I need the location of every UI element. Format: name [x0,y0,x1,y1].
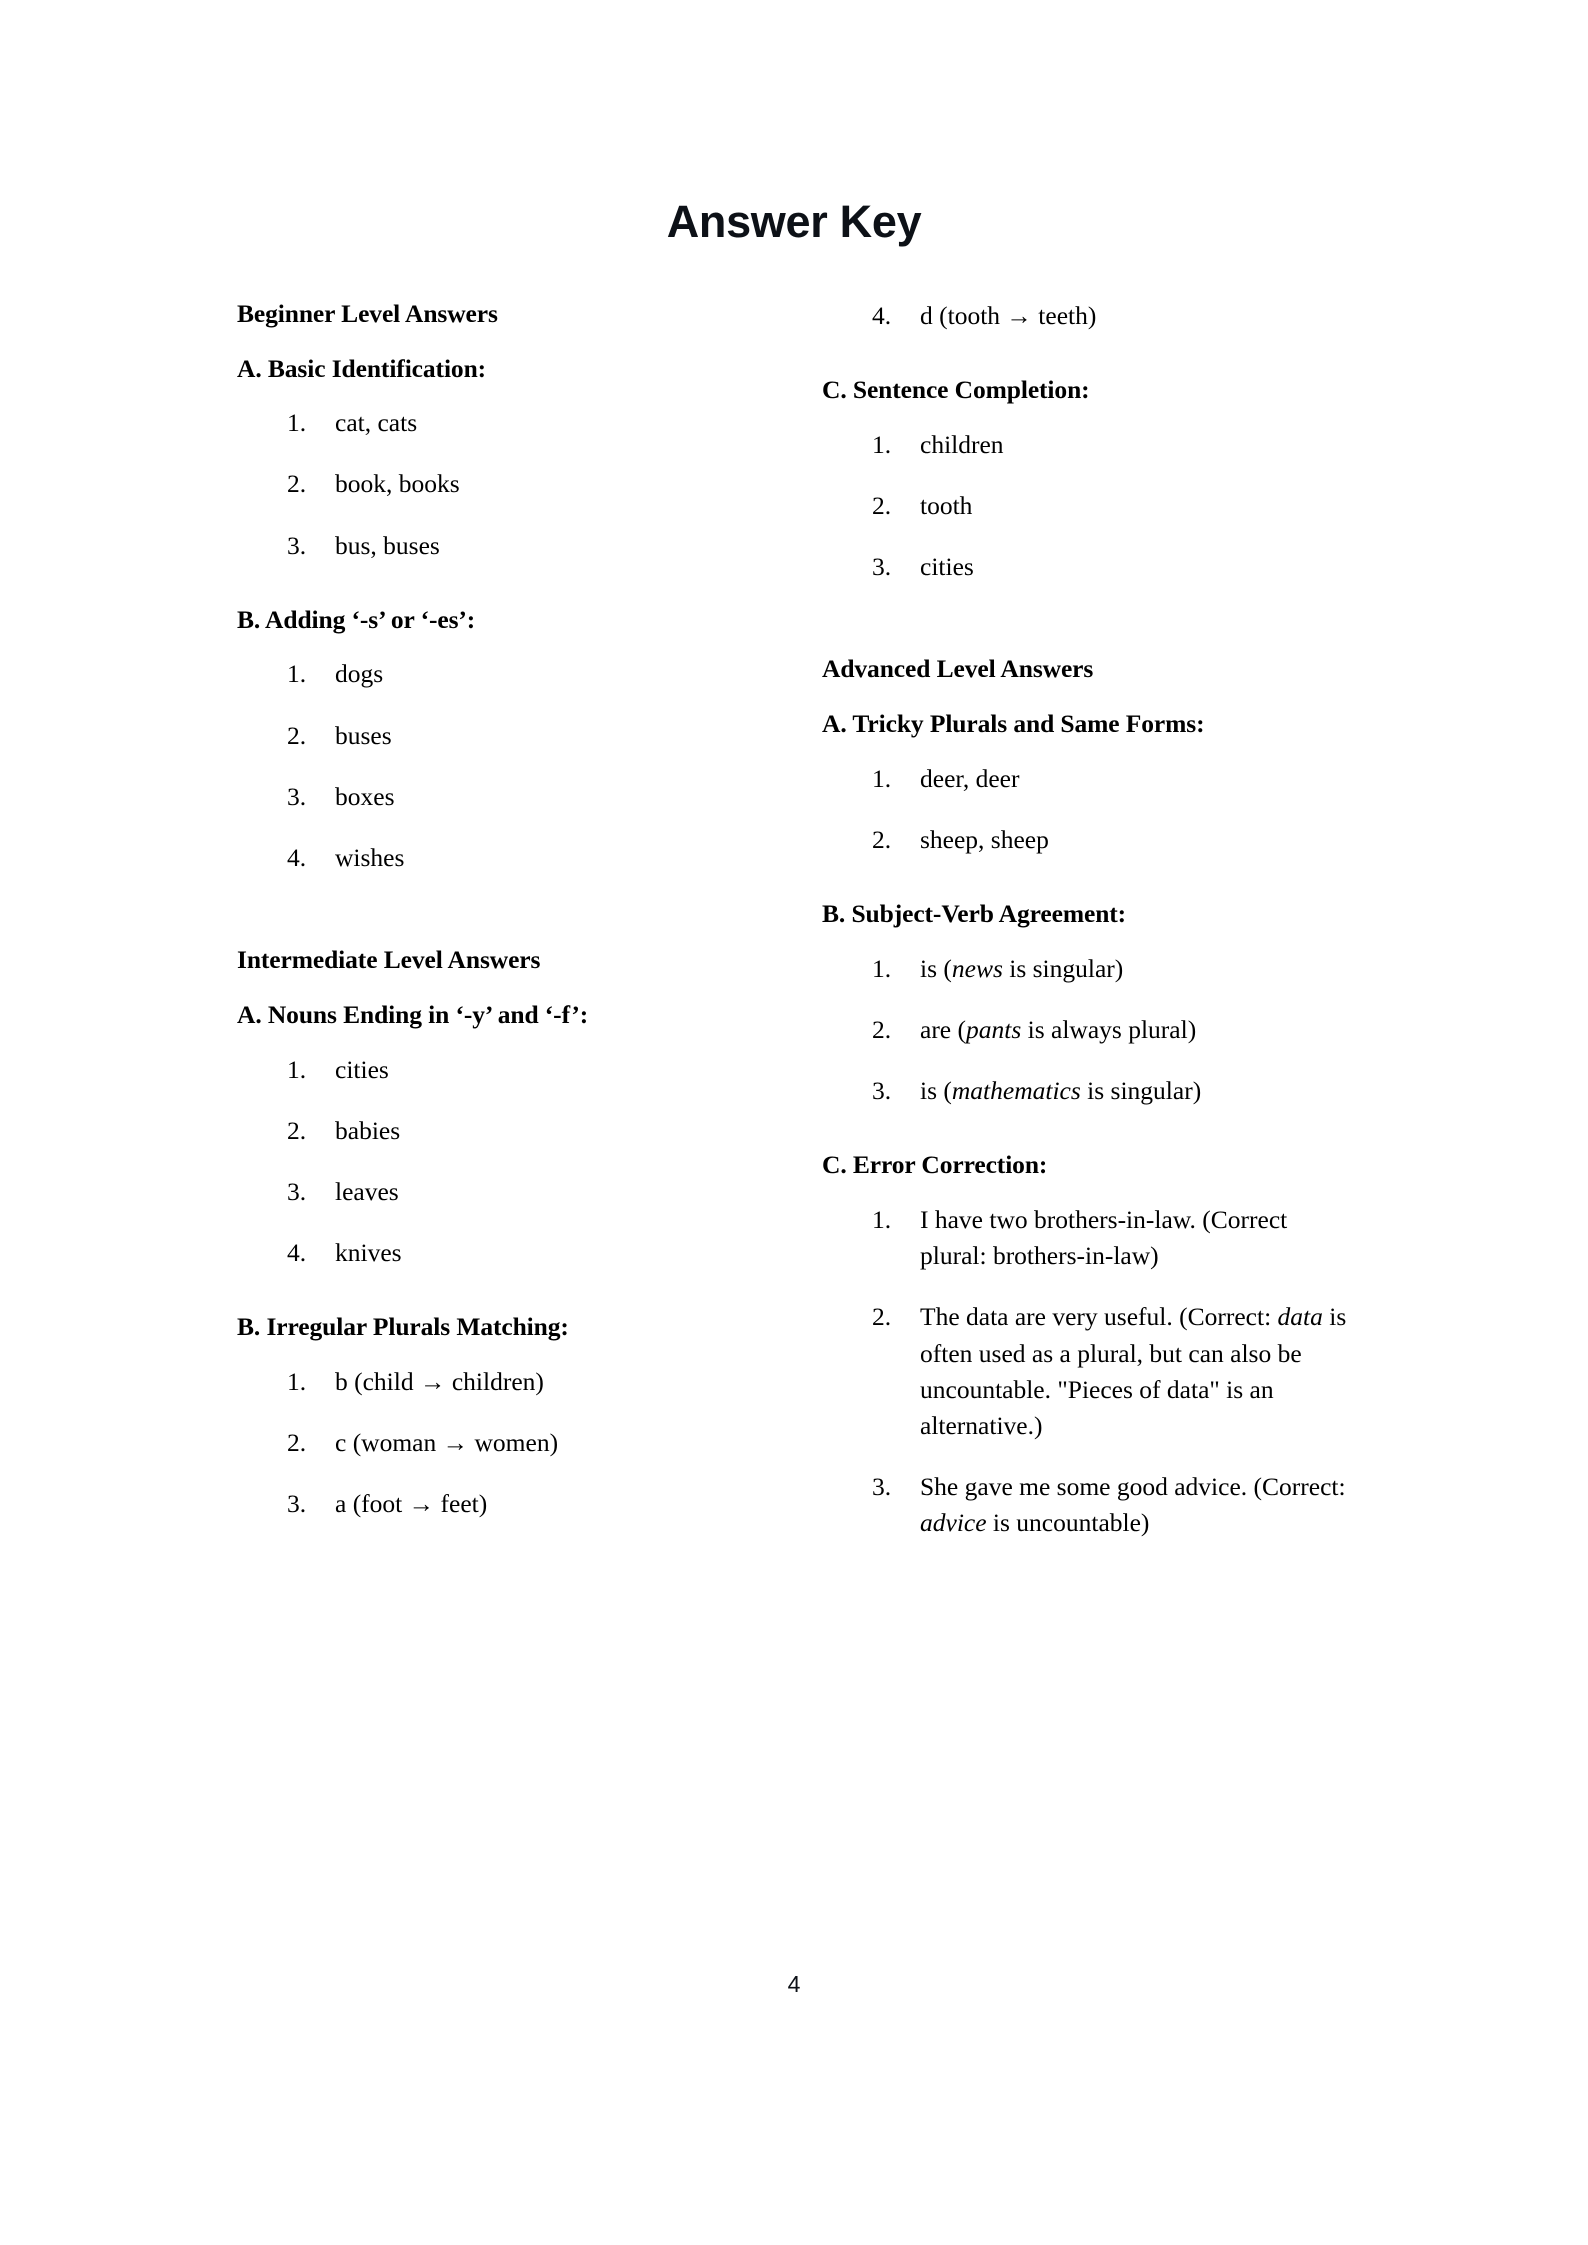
answer-text: She gave me some good advice. (Correct: advice is uncountable) [920,1472,1346,1538]
answer-item [237,1425,777,1461]
answer-item [822,549,1362,585]
answer-item [237,718,777,754]
answer-item [822,298,1362,334]
answer-item [237,1364,777,1400]
answer-number: 1. [872,953,892,983]
answer-number: 1. [287,408,307,438]
answer-list-sentence-completion [822,427,1362,586]
answer-text: bus, buses [335,530,440,560]
answer-text: are (pants is always plural) [920,1014,1197,1044]
answer-text: cities [920,552,974,582]
answer-number: 1. [287,1366,307,1396]
right-column [822,298,1362,1542]
answer-number: 4. [872,301,892,330]
answer-number: 3. [872,1076,892,1106]
answer-text: sheep, sheep [920,824,1049,854]
answer-item [822,761,1362,797]
answer-item [237,1052,777,1088]
answer-item [822,1469,1362,1541]
group-heading-error-correction: C. Error Correction: [822,1150,1048,1180]
answer-item [822,488,1362,524]
section-heading-beginner: Beginner Level Answers [237,299,498,328]
answer-text: dogs [335,659,384,689]
answer-number: 3. [287,781,307,811]
answer-item [822,1012,1362,1048]
answer-list-continued [822,298,1362,334]
answer-number: 2. [872,1014,892,1044]
group-heading-basic-identification: A. Basic Identification: [237,353,487,383]
answer-text: boxes [335,781,395,811]
spacer [822,334,1362,374]
answer-number: 2. [287,1428,307,1458]
group-heading-irregular-plurals-matching: B. Irregular Plurals Matching: [237,1312,569,1342]
answer-number: 4. [287,843,307,873]
answer-number: 3. [872,1472,892,1502]
answer-item [822,1299,1362,1444]
page-title: Answer Key [666,196,922,247]
answer-item [237,1174,777,1210]
group-heading-nouns-ending-y-f: A. Nouns Ending in ‘-y’ and ‘-f’: [237,999,589,1029]
answer-number: 2. [872,824,892,854]
answer-number: 2. [872,1302,892,1332]
answer-text: b (child → children) [335,1366,544,1396]
answer-text: is (news is singular) [920,953,1124,983]
answer-list-subject-verb-agreement [822,951,1362,1110]
spacer [822,585,1362,653]
group-heading-subject-verb-agreement: B. Subject-Verb Agreement: [822,899,1127,929]
answer-list-basic-identification [237,405,777,564]
answer-item [237,779,777,815]
answer-number: 3. [287,1176,307,1206]
answer-item [822,1073,1362,1109]
answer-number: 2. [287,469,307,499]
answer-text: wishes [335,843,405,873]
answer-item [822,427,1362,463]
answer-text: I have two brothers-in-law. (Correct plural: brothers-in-law) [920,1204,1288,1271]
answer-number: 1. [287,1054,307,1084]
group-heading-sentence-completion: C. Sentence Completion: [822,375,1090,405]
group-heading-adding-s-es: B. Adding ‘-s’ or ‘-es’: [237,604,476,634]
answer-item [237,528,777,564]
answer-number: 3. [287,530,307,560]
answer-item [822,951,1362,987]
page-number: 4 [787,1971,801,1997]
left-column [237,298,777,1523]
answer-text: knives [335,1238,402,1268]
two-column-body [237,298,1355,1542]
answer-text: cities [335,1054,389,1084]
answer-text: buses [335,720,392,750]
answer-text: deer, deer [920,763,1020,793]
answer-text: leaves [335,1176,399,1206]
spacer [822,858,1362,898]
answer-text: book, books [335,469,460,499]
answer-item [237,1235,777,1271]
answer-item [822,822,1362,858]
section-heading-advanced: Advanced Level Answers [822,654,1094,684]
answer-number: 2. [287,720,307,750]
answer-item [237,840,777,876]
answer-text: The data are very useful. (Correct: data is often used as a plural, but can also be uncountable. "Pieces of data" is an alternative.) [920,1302,1347,1440]
answer-text: is (mathematics is singular) [920,1076,1202,1106]
answer-text: tooth [920,491,973,521]
answer-text: a (foot → feet) [335,1489,488,1519]
answer-number: 4. [287,1238,307,1268]
section-heading-intermediate: Intermediate Level Answers [237,945,541,975]
answer-list-irregular-plurals-matching [237,1364,777,1523]
answer-number: 1. [872,1204,892,1234]
answer-number: 3. [872,552,892,582]
answer-item [237,405,777,441]
answer-list-tricky-plurals [822,761,1362,858]
answer-number: 1. [287,659,307,689]
spacer [237,564,777,604]
spacer [237,876,777,944]
answer-text: c (woman → women) [335,1428,559,1458]
answer-number: 2. [287,1115,307,1145]
answer-list-nouns-ending-y-f [237,1052,777,1272]
spacer [237,1271,777,1311]
answer-number: 2. [872,491,892,521]
answer-item [237,466,777,502]
answer-item [822,1202,1362,1274]
answer-number: 3. [287,1489,307,1519]
answer-text: d (tooth → teeth) [920,301,1097,330]
answer-item [237,656,777,692]
answer-list-adding-s-es [237,656,777,876]
answer-number: 1. [872,763,892,793]
spacer [822,1109,1362,1149]
group-heading-tricky-plurals: A. Tricky Plurals and Same Forms: [822,709,1205,739]
answer-number: 1. [872,429,892,459]
answer-item [237,1113,777,1149]
answer-text: cat, cats [335,408,418,438]
answer-text: children [920,429,1004,459]
answer-list-error-correction [822,1202,1362,1542]
answer-item [237,1486,777,1522]
answer-text: babies [335,1115,401,1145]
